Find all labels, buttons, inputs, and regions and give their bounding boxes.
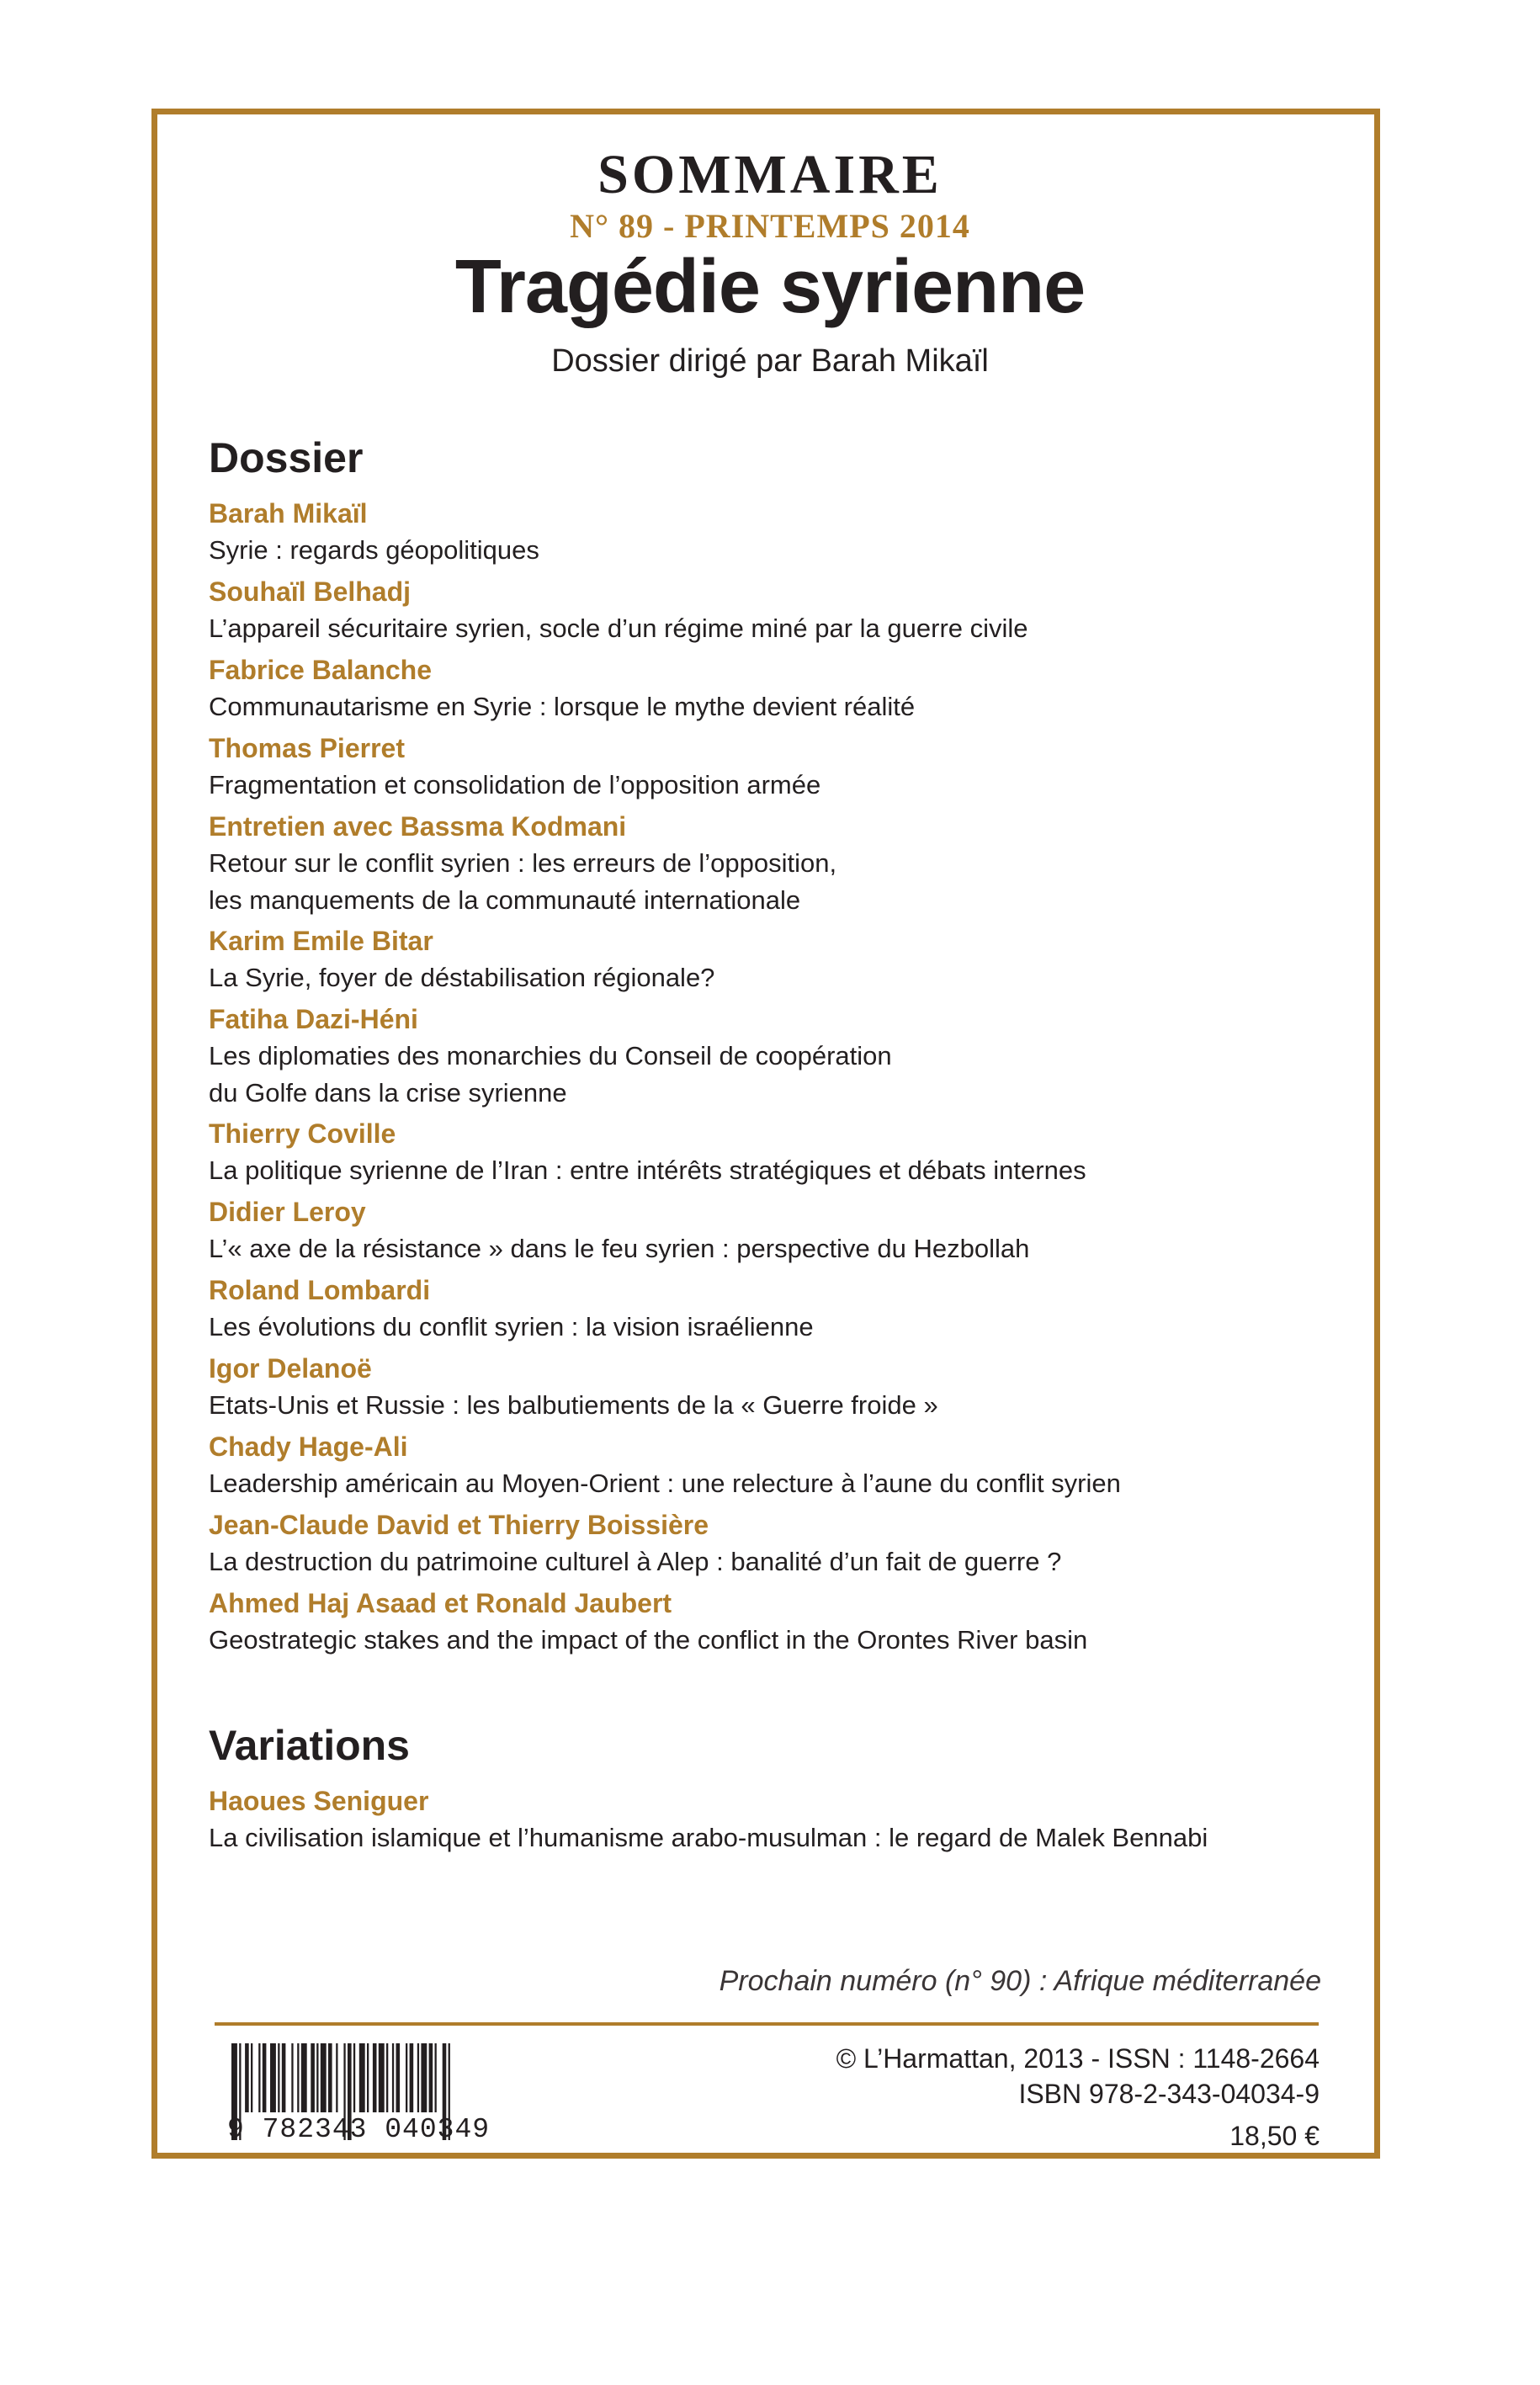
entry-author: Igor Delanoë: [209, 1353, 372, 1384]
divider-line: [215, 2022, 1319, 2026]
entry-author: Didier Leroy: [209, 1197, 366, 1227]
dossier-heading: Dossier: [209, 434, 364, 481]
entry-title: La destruction du patrimoine culturel à Alep : banalité d’un fait de guerre ?: [209, 1547, 1062, 1576]
variations-entry: [209, 1782, 1353, 1856]
barcode-bar: [328, 2043, 332, 2112]
entry-author: Fabrice Balanche: [209, 655, 432, 685]
barcode-bar: [429, 2043, 433, 2112]
dossier-entry: [209, 573, 1353, 647]
dossier-entry: [209, 1585, 1353, 1659]
entry-title: Les diplomaties des monarchies du Conseil de coopération du Golfe dans la crise syrienne: [209, 1041, 892, 1108]
barcode-bar: [263, 2043, 267, 2112]
barcode-bar: [270, 2043, 276, 2112]
barcode-bar: [336, 2043, 337, 2112]
barcode-bar: [291, 2043, 293, 2112]
entry-author: Souhaïl Belhadj: [209, 576, 412, 607]
entry-author: Ahmed Haj Asaad et Ronald Jaubert: [209, 1588, 672, 1618]
entry-title: Syrie : regards géopolitiques: [209, 535, 539, 565]
entry-title: Communautarisme en Syrie : lorsque le mythe devient réalité: [209, 692, 916, 721]
barcode-bar: [417, 2043, 419, 2112]
barcode-bar: [278, 2043, 279, 2112]
barcode-bar: [251, 2043, 252, 2112]
entry-author: Haoues Seniguer: [209, 1786, 429, 1816]
dossier-entry: [209, 808, 1353, 919]
dossier-entry: [209, 1506, 1353, 1580]
directed-by: Dossier dirigé par Barah Mikaïl: [551, 343, 989, 379]
entry-title: Les évolutions du conflit syrien : la vision israélienne: [209, 1312, 814, 1341]
entry-title: La civilisation islamique et l’humanisme arabo-musulman : le regard de Malek Bennabi: [209, 1823, 1208, 1852]
variations-heading: Variations: [209, 1722, 410, 1769]
dossier-entry: [209, 495, 1353, 569]
barcode-number: 9 782343 040349: [227, 2114, 491, 2145]
barcode-bar: [373, 2043, 377, 2112]
dossier-entry: [209, 730, 1353, 804]
barcode-bar: [406, 2043, 407, 2112]
barcode-bar: [316, 2043, 318, 2112]
barcode-bar: [282, 2043, 286, 2112]
next-issue-note: Prochain numéro (n° 90) : Afrique méditerranée: [719, 1965, 1321, 1997]
page-title: Tragédie syrienne: [454, 245, 1086, 329]
entry-author: Thomas Pierret: [209, 733, 405, 763]
entry-title: Fragmentation et consolidation de l’opposition armée: [209, 770, 821, 799]
barcode-bar: [245, 2043, 249, 2112]
barcode-bar: [379, 2043, 385, 2112]
dossier-entry: [209, 1115, 1353, 1189]
barcode-bar: [421, 2043, 427, 2112]
dossier-entry: [209, 922, 1353, 996]
barcode-bar: [386, 2043, 388, 2112]
barcode-bar: [435, 2043, 437, 2112]
barcode-bar: [321, 2043, 327, 2112]
entry-author: Chady Hage-Ali: [209, 1432, 408, 1462]
barcode-bar: [367, 2043, 369, 2112]
barcode-bar: [359, 2043, 365, 2112]
isbn-line: ISBN 978-2-343-04034-9: [1018, 2079, 1320, 2109]
entry-title: Geostrategic stakes and the impact of the conflict in the Orontes River basin: [209, 1625, 1088, 1655]
entry-title: La politique syrienne de l’Iran : entre intérêts stratégiques et débats internes: [209, 1155, 1086, 1185]
entry-author: Thierry Coville: [209, 1118, 396, 1149]
price-label: 18,50 €: [1229, 2121, 1320, 2151]
dossier-entry: [209, 1193, 1353, 1267]
barcode-bar: [297, 2043, 299, 2112]
entry-author: Entretien avec Bassma Kodmani: [209, 811, 627, 842]
dossier-entry: [209, 1001, 1353, 1112]
dossier-entry: [209, 1428, 1353, 1502]
entry-title: Leadership américain au Moyen-Orient : une relecture à l’aune du conflit syrien: [209, 1469, 1121, 1498]
barcode-bar: [353, 2043, 355, 2112]
entry-title: L’« axe de la résistance » dans le feu syrien : perspective du Hezbollah: [209, 1234, 1030, 1263]
issue-number: N° 89 - PRINTEMPS 2014: [570, 207, 970, 245]
barcode-bar: [410, 2043, 414, 2112]
entry-title: Retour sur le conflit syrien : les erreurs de l’opposition, les manquements de la communauté internationale: [209, 848, 837, 915]
entry-author: Jean-Claude David et Thierry Boissière: [209, 1510, 709, 1540]
entry-author: Roland Lombardi: [209, 1275, 431, 1305]
barcode-bar: [392, 2043, 394, 2112]
dossier-entry: [209, 1272, 1353, 1346]
entry-author: Barah Mikaïl: [209, 498, 368, 529]
entry-title: L’appareil sécuritaire syrien, socle d’un régime miné par la guerre civile: [209, 614, 1028, 643]
entry-author: Karim Emile Bitar: [209, 926, 433, 956]
copyright-line: © L’Harmattan, 2013 - ISSN : 1148-2664: [836, 2043, 1320, 2074]
entry-title: La Syrie, foyer de déstabilisation régionale?: [209, 963, 715, 992]
barcode-bar: [258, 2043, 260, 2112]
barcode-bar: [311, 2043, 315, 2112]
dossier-entry: [209, 1350, 1353, 1424]
dossier-entry: [209, 651, 1353, 725]
entry-author: Fatiha Dazi-Héni: [209, 1004, 418, 1034]
barcode-bar: [301, 2043, 307, 2112]
barcode-bar: [396, 2043, 401, 2112]
entry-title: Etats-Unis et Russie : les balbutiements de la « Guerre froide »: [209, 1390, 938, 1420]
sommaire-heading: SOMMAIRE: [597, 144, 943, 205]
